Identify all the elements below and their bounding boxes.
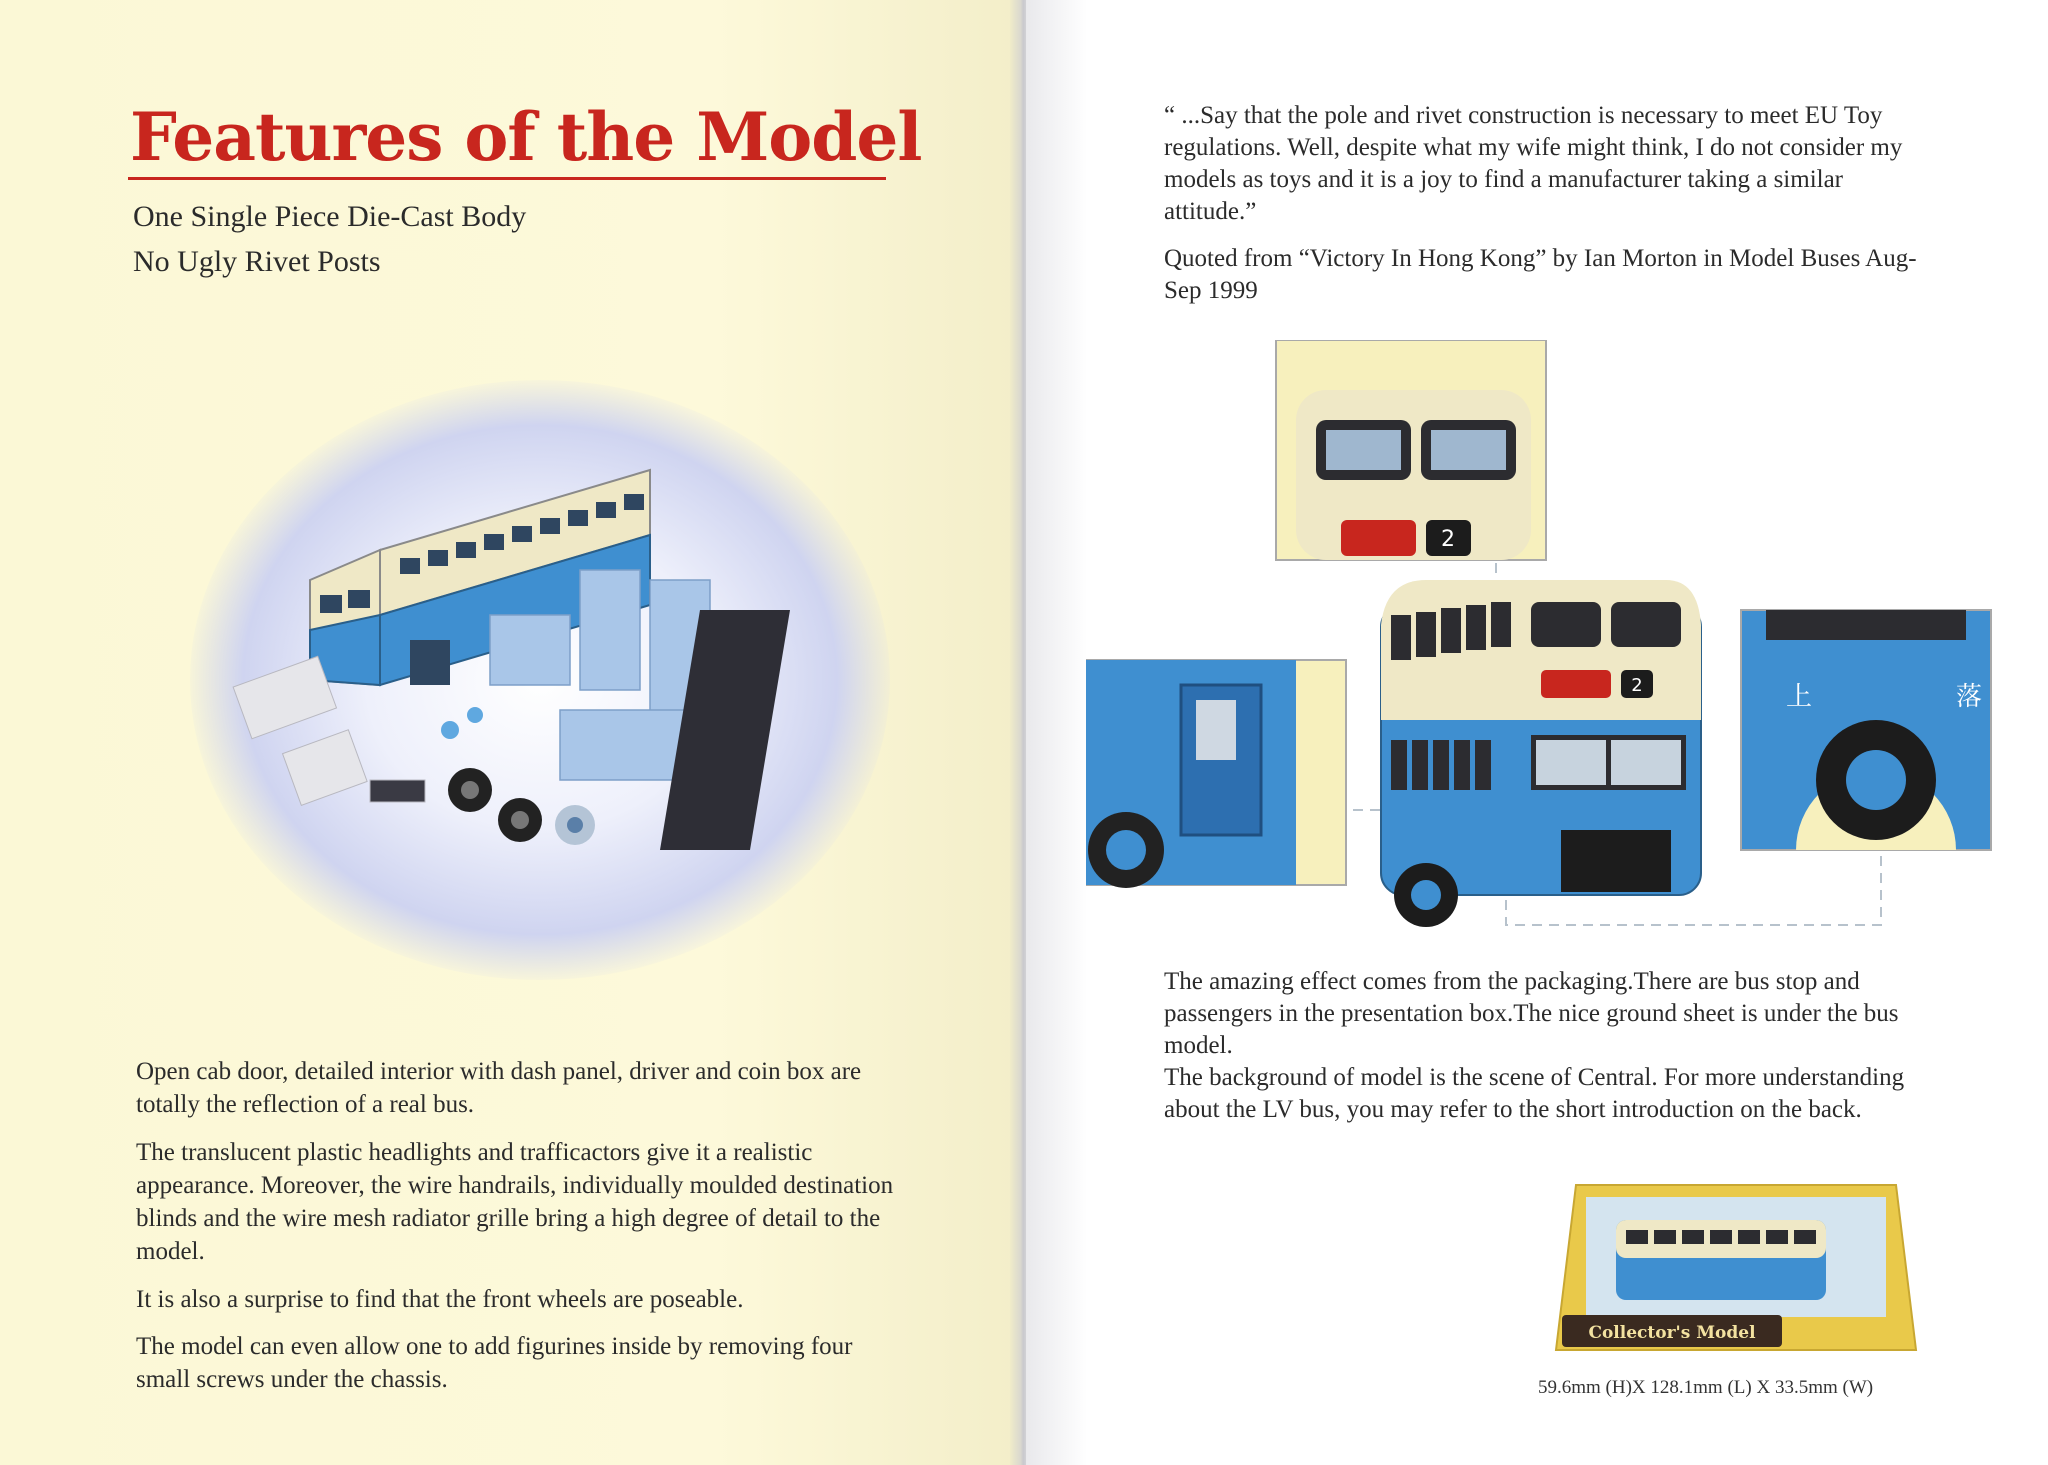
detail-photo-rear-wheel bbox=[1741, 610, 1991, 850]
title-underline bbox=[128, 177, 886, 180]
packaging-paragraph-2: The background of model is the scene of Central. For more understanding about the LV bus, you may refer to the short introduction on the back. bbox=[1164, 1064, 1905, 1123]
paragraph-front-wheels: It is also a surprise to find that the front wheels are poseable. bbox=[136, 1286, 744, 1313]
dimensions-caption: 59.6mm (H)X 128.1mm (L) X 33.5mm (W) bbox=[1538, 1377, 1874, 1398]
route-number-front: 2 bbox=[1631, 675, 1643, 696]
left-page bbox=[0, 0, 1020, 1465]
packaging-paragraph-1: The amazing effect comes from the packaging.There are bus stop and passengers in the presentation box.The nice ground sheet is under the bus model. bbox=[1164, 968, 1899, 1059]
route-number-top: 2 bbox=[1441, 527, 1455, 552]
detail-photo-collage bbox=[1086, 340, 2006, 940]
paragraph-headlights: The translucent plastic headlights and trafficactors give it a realistic appearance. Moreover, the wire handrails, individually moulded destination blinds and the wire mesh radiator grille bring a high degree of detail to the model. bbox=[136, 1139, 894, 1265]
detail-photo-upper-deck bbox=[1276, 340, 1546, 560]
detail-photo-cab-door bbox=[1086, 660, 1346, 888]
feature-line-2: No Ugly Rivet Posts bbox=[133, 245, 381, 278]
box-label: Collector's Model bbox=[1588, 1323, 1756, 1343]
paragraph-cab-door: Open cab door, detailed interior with dash panel, driver and coin box are totally the reflection of a real bus. bbox=[136, 1058, 862, 1118]
packaging-box-photo bbox=[1546, 1165, 1926, 1365]
quote-source: Quoted from “Victory In Hong Kong” by Ian Morton in Model Buses Aug-Sep 1999 bbox=[1164, 245, 1917, 304]
side-character-on: 上 bbox=[1786, 682, 1813, 712]
paragraph-figurines: The model can even allow one to add figurines inside by removing four small screws under the chassis. bbox=[136, 1333, 853, 1393]
exploded-model-photo bbox=[230, 430, 890, 910]
review-quote: “ ...Say that the pole and rivet construction is necessary to meet EU Toy regulations. Well, despite what my wife might think, I do not consider my models as toys and it is a joy to find a manufacturer taking a similar attitude.” bbox=[1164, 102, 1903, 225]
page-title: Features of the Model bbox=[130, 98, 922, 176]
main-bus-photo bbox=[1381, 580, 1701, 927]
feature-line-1: One Single Piece Die-Cast Body bbox=[133, 200, 527, 233]
right-page bbox=[1026, 0, 2048, 1465]
side-character-off: 落 bbox=[1956, 682, 1983, 712]
